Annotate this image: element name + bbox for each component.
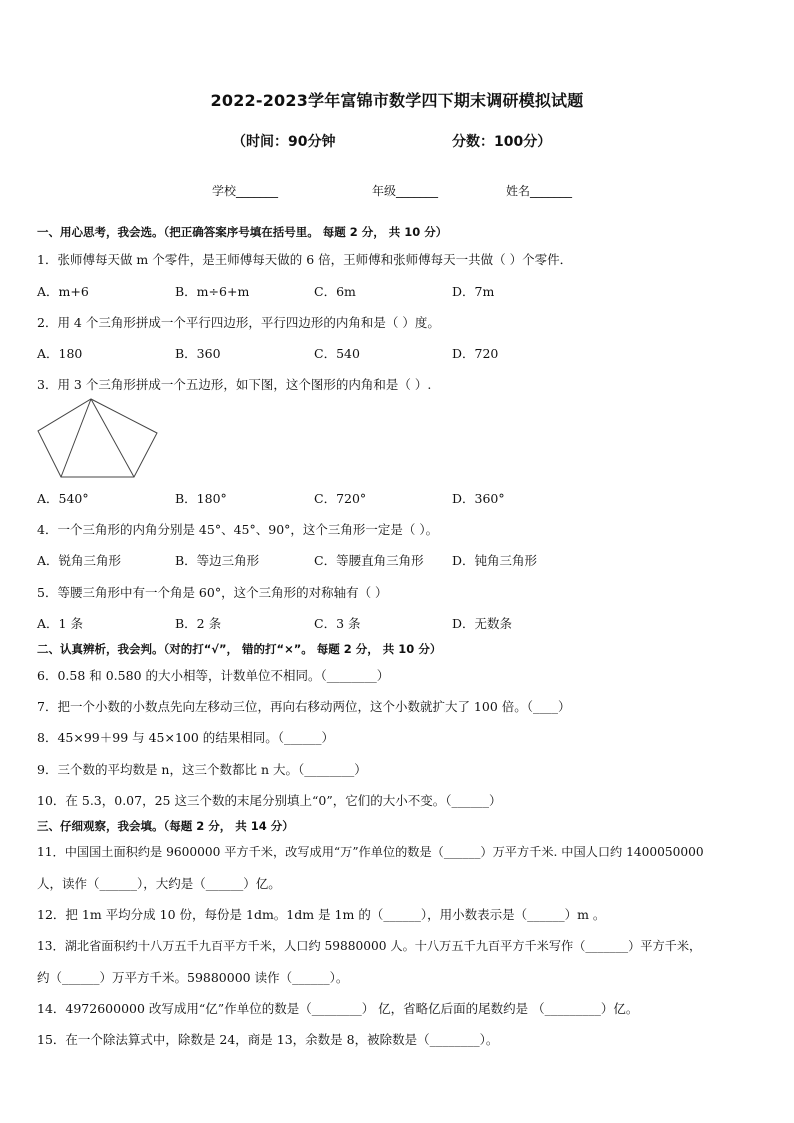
exam-time: （时间：90分钟 <box>232 134 336 150</box>
question-14: 14．4972600000 改写成用“亿”作单位的数是（________） 亿，省略亿后面的尾数约是 （_________）亿。 <box>37 1001 639 1016</box>
q2-option-d: D．720 <box>452 346 499 361</box>
q1-option-d: D．7m <box>452 284 495 299</box>
q1-option-b: B．m÷6+m <box>175 284 250 299</box>
q3-option-b: B．180° <box>175 491 227 506</box>
exam-score: 分数：100分） <box>452 134 552 150</box>
section1-heading: 一、用心思考，我会选。（把正确答案序号填在括号里。 每题 2 分， 共 10 分） <box>37 225 448 239</box>
q1-option-a: A．m+6 <box>37 284 89 299</box>
question-6: 6．0.58 和 0.580 的大小相等，计数单位不相同。（________） <box>37 668 390 683</box>
q5-option-a: A．1 条 <box>37 616 83 631</box>
question-3: 3．用 3 个三角形拼成一个五边形，如下图，这个图形的内角和是（ ）. <box>37 377 432 392</box>
q4-option-b: B．等边三角形 <box>175 553 260 568</box>
diagonal-line-1 <box>61 399 91 477</box>
question-8: 8．45×99＋99 与 45×100 的结果相同。（______） <box>37 730 335 745</box>
question-10: 10．在 5.3，0.07，25 这三个数的末尾分别填上“0”，它们的大小不变。（______） <box>37 793 502 808</box>
question-11-line2: 人，读作（______），大约是（______）亿。 <box>37 876 281 891</box>
question-7: 7．把一个小数的小数点先向左移动三位，再向右移动两位，这个小数就扩大了 100 倍。（____） <box>37 699 571 714</box>
grade-field: 年级_______ <box>372 184 439 198</box>
q1-option-c: C．6m <box>314 284 356 299</box>
q2-option-a: A．180 <box>37 346 83 361</box>
question-13-line2: 约（______）万平方千米。59880000 读作（______）。 <box>37 970 349 985</box>
question-4: 4．一个三角形的内角分别是 45°、45°、90°，这个三角形一定是（ ）。 <box>37 522 439 537</box>
q4-option-c: C．等腰直角三角形 <box>314 553 424 568</box>
section3-heading: 三、仔细观察，我会填。（每题 2 分， 共 14 分） <box>37 819 294 833</box>
q5-option-c: C．3 条 <box>314 616 361 631</box>
q5-option-b: B．2 条 <box>175 616 222 631</box>
diagonal-line-2 <box>91 399 134 477</box>
pentagon-figure <box>35 396 161 482</box>
q4-option-a: A．锐角三角形 <box>37 553 122 568</box>
question-12: 12．把 1m 平均分成 10 份，每份是 1dm。1dm 是 1m 的（______），用小数表示是（______）m 。 <box>37 907 606 922</box>
q5-option-d: D．无数条 <box>452 616 513 631</box>
question-1: 1．张师傅每天做 m 个零件，是王师傅每天做的 6 倍，王师傅和张师傅每天一共做（ ）个零件． <box>37 252 573 267</box>
q3-option-d: D．360° <box>452 491 505 506</box>
question-5: 5．等腰三角形中有一个角是 60°，这个三角形的对称轴有（ ） <box>37 585 388 600</box>
q4-option-d: D．钝角三角形 <box>452 553 538 568</box>
question-11-line1: 11．中国国土面积约是 9600000 平方千米，改写成用“万”作单位的数是（______）万平方千米. 中国人口约 1400050000 <box>37 845 704 859</box>
q3-option-a: A．540° <box>37 491 89 506</box>
question-2: 2．用 4 个三角形拼成一个平行四边形，平行四边形的内角和是（ ）度。 <box>37 315 440 330</box>
school-field: 学校_______ <box>212 184 279 198</box>
q2-option-c: C．540 <box>314 346 360 361</box>
page-title: 2022-2023学年富锦市数学四下期末调研模拟试题 <box>210 91 584 110</box>
question-15: 15．在一个除法算式中，除数是 24，商是 13，余数是 8，被除数是（________）。 <box>37 1032 499 1047</box>
question-13-line1: 13．湖北省面积约十八万五千九百平方千米，人口约 59880000 人。十八万五千九百平方千米写作（_______）平方千米， <box>37 939 702 953</box>
section2-heading: 二、认真辨析，我会判。（对的打“√”， 错的打“×”。 每题 2 分， 共 10 分） <box>37 642 442 656</box>
question-9: 9．三个数的平均数是 n，这三个数都比 n 大。（________） <box>37 762 367 777</box>
name-field: 姓名_______ <box>506 184 573 198</box>
q2-option-b: B．360 <box>175 346 221 361</box>
q3-option-c: C．720° <box>314 491 367 506</box>
